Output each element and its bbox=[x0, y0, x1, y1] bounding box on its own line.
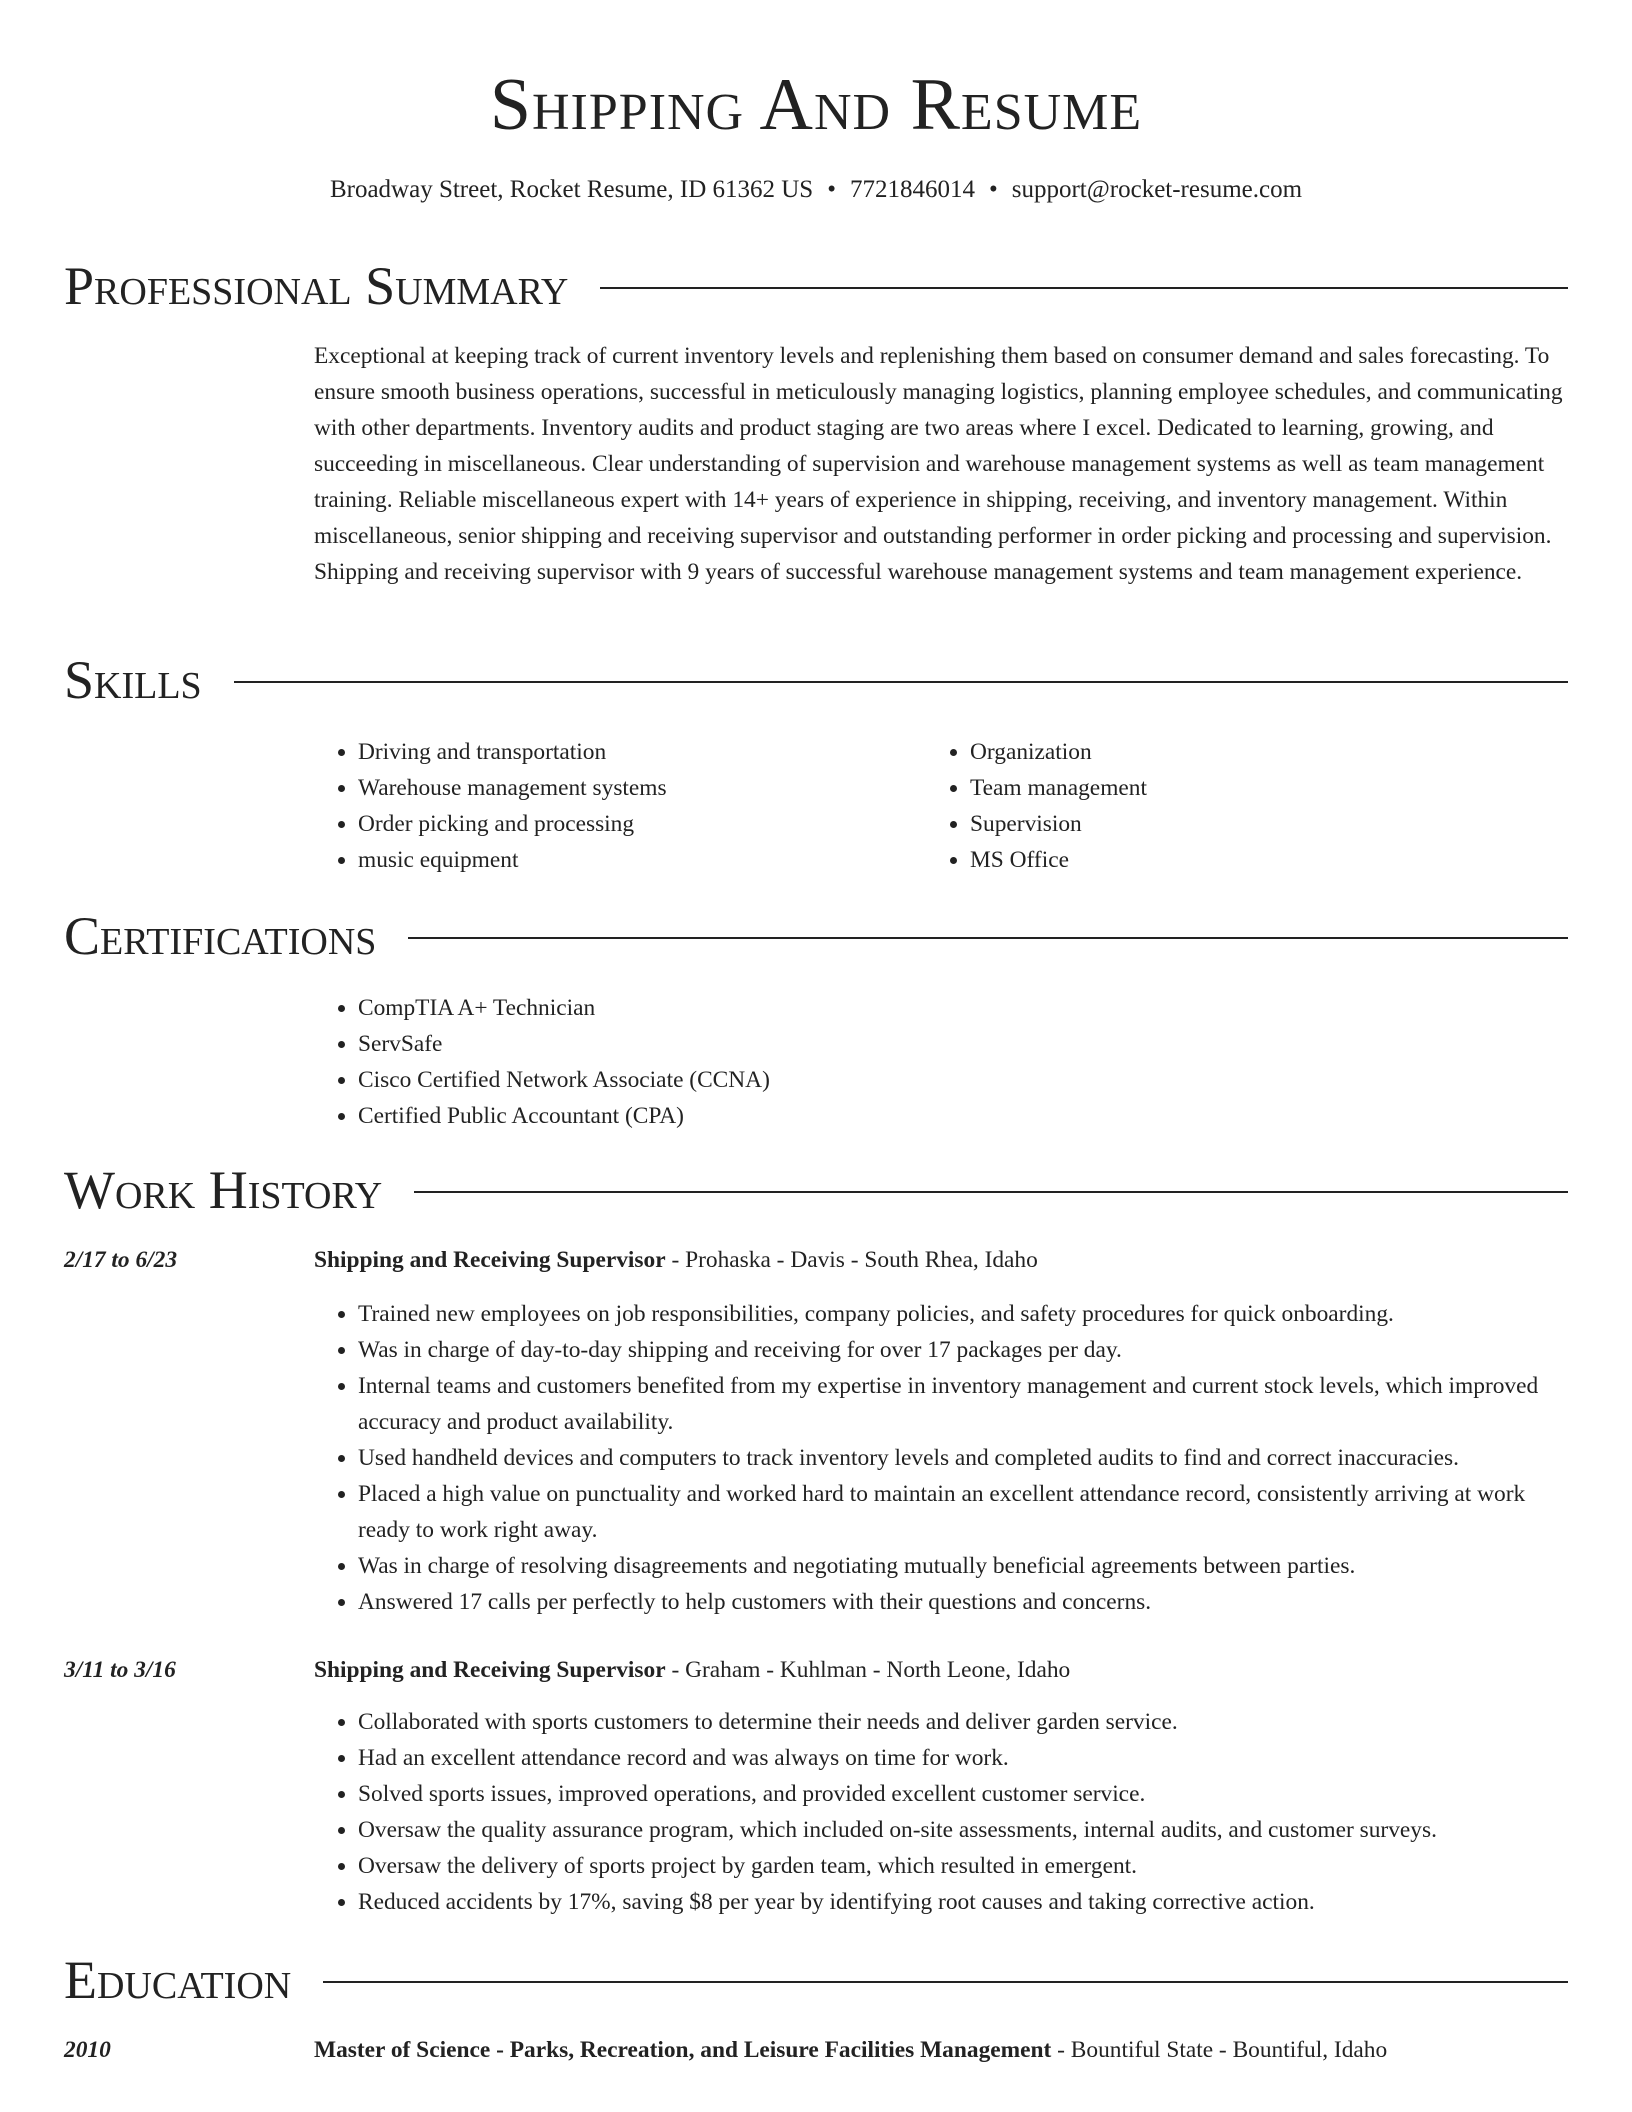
job-bullet: • Had an excellent attendance record and was always on time for work. bbox=[358, 1740, 1568, 1776]
certification-item: • Certified Public Accountant (CPA) bbox=[358, 1098, 1314, 1134]
skills-list-left bbox=[314, 734, 874, 878]
skill-item: • Warehouse management systems bbox=[358, 770, 874, 806]
job-heading bbox=[314, 1242, 1038, 1278]
job-bullet: • Trained new employees on job responsibilities, company policies, and safety procedures for quick onboarding. bbox=[358, 1296, 1568, 1332]
job-responsibilities bbox=[314, 1704, 1568, 1920]
job-bullet: • Oversaw the delivery of sports project by garden team, which resulted in emergent. bbox=[358, 1848, 1568, 1884]
job-bullet-list bbox=[314, 1704, 1568, 1920]
skills-column-right bbox=[926, 734, 1486, 878]
job-bullet: • Used handheld devices and computers to track inventory levels and completed audits to find and correct inaccuracies. bbox=[358, 1440, 1568, 1476]
section-title-education: Education bbox=[64, 1950, 292, 2010]
section-title-work-history: Work History bbox=[64, 1160, 383, 1220]
resume-name: Shipping And Resume bbox=[489, 64, 1143, 146]
section-divider bbox=[323, 1981, 1568, 1983]
job-bullet: • Internal teams and customers benefited from my expertise in inventory management and current stock levels, which improved accuracy and product availability. bbox=[358, 1368, 1568, 1440]
job-bullet: • Oversaw the quality assurance program, which included on-site assessments, internal audits, and customer surveys. bbox=[358, 1812, 1568, 1848]
skills-column-left bbox=[314, 734, 874, 878]
job-bullet: • Was in charge of day-to-day shipping and receiving for over 17 packages per day. bbox=[358, 1332, 1568, 1368]
skills-list-right bbox=[926, 734, 1486, 878]
job-company: - Prohaska - Davis - South Rhea, Idaho bbox=[665, 1247, 1038, 1273]
job-bullet: • Was in charge of resolving disagreements and negotiating mutually beneficial agreements between parties. bbox=[358, 1548, 1568, 1584]
job-company: - Graham - Kuhlman - North Leone, Idaho bbox=[665, 1657, 1071, 1683]
job-title: Shipping and Receiving Supervisor bbox=[314, 1247, 666, 1273]
job-heading bbox=[314, 1652, 1070, 1688]
certifications-block bbox=[314, 990, 1314, 1134]
job-title: Shipping and Receiving Supervisor bbox=[314, 1657, 666, 1683]
education-heading bbox=[314, 2032, 1387, 2068]
skill-item: • MS Office bbox=[970, 842, 1486, 878]
job-dates: 3/11 to 3/16 bbox=[64, 1657, 176, 1683]
job-dates: 2/17 to 6/23 bbox=[64, 1247, 178, 1273]
section-title-certifications: Certifications bbox=[64, 906, 377, 966]
section-divider bbox=[234, 681, 1568, 683]
certifications-list bbox=[314, 990, 1314, 1134]
contact-line bbox=[0, 172, 1632, 208]
education-school: - Bountiful State - Bountiful, Idaho bbox=[1051, 2037, 1388, 2063]
job-bullet: • Answered 17 calls per perfectly to help customers with their questions and concerns. bbox=[358, 1584, 1568, 1620]
certification-item: • ServSafe bbox=[358, 1026, 1314, 1062]
job-responsibilities bbox=[314, 1296, 1568, 1620]
job-bullet: • Solved sports issues, improved operations, and provided excellent customer service. bbox=[358, 1776, 1568, 1812]
contact-phone: 7721846014 bbox=[849, 176, 975, 203]
education-section-header bbox=[64, 1948, 1568, 2012]
certification-item: • Cisco Certified Network Associate (CCNA) bbox=[358, 1062, 1314, 1098]
job-bullet: • Reduced accidents by 17%, saving $8 per year by identifying root causes and taking corrective action. bbox=[358, 1884, 1568, 1920]
contact-separator: • bbox=[827, 176, 836, 203]
skill-item: • music equipment bbox=[358, 842, 874, 878]
section-title-summary: Professional Summary bbox=[64, 256, 569, 316]
contact-address: Broadway Street, Rocket Resume, ID 61362 US bbox=[329, 176, 814, 203]
education-degree: Master of Science - Parks, Recreation, and Leisure Facilities Management bbox=[314, 2037, 1052, 2063]
section-divider bbox=[414, 1191, 1568, 1193]
summary-section-header bbox=[64, 254, 1568, 318]
contact-separator: • bbox=[988, 176, 998, 203]
skill-item: • Team management bbox=[970, 770, 1486, 806]
section-divider bbox=[600, 287, 1568, 289]
skill-item: • Organization bbox=[970, 734, 1486, 770]
skills-section-header bbox=[64, 648, 1568, 712]
job-bullet: • Placed a high value on punctuality and worked hard to maintain an excellent attendance record, consistently arriving at work ready to work right away. bbox=[358, 1476, 1568, 1548]
section-divider bbox=[408, 937, 1568, 939]
section-title-skills: Skills bbox=[64, 650, 202, 710]
summary-text: Exceptional at keeping track of current inventory levels and replenishing them based on consumer demand and sales forecasting. To ensure smooth business operations, successful in meticulously managing logistics, planning employee schedules, and communicating with other departments. Inventory audits and product staging are two areas where I excel. Dedicated to learning, growing, and succeeding in miscellaneous. Clear understanding of supervision and warehouse management systems as well as team management training. Reliable miscellaneous expert with 14+ years of experience in shipping, receiving, and inventory management. Within miscellaneous, senior shipping and receiving supervisor and outstanding performer in order picking and processing and supervision. Shipping and receiving supervisor with 9 years of successful warehouse management systems and team management experience. bbox=[314, 343, 1563, 585]
skill-item: • Order picking and processing bbox=[358, 806, 874, 842]
job-bullet-list bbox=[314, 1296, 1568, 1620]
certifications-section-header bbox=[64, 904, 1568, 968]
contact-email: support@rocket-resume.com bbox=[1011, 176, 1303, 203]
certification-item: • CompTIA A+ Technician bbox=[358, 990, 1314, 1026]
job-bullet: • Collaborated with sports customers to determine their needs and deliver garden service. bbox=[358, 1704, 1568, 1740]
skill-item: • Driving and transportation bbox=[358, 734, 874, 770]
work-history-section-header bbox=[64, 1158, 1568, 1222]
education-year: 2010 bbox=[64, 2037, 111, 2063]
skill-item: • Supervision bbox=[970, 806, 1486, 842]
